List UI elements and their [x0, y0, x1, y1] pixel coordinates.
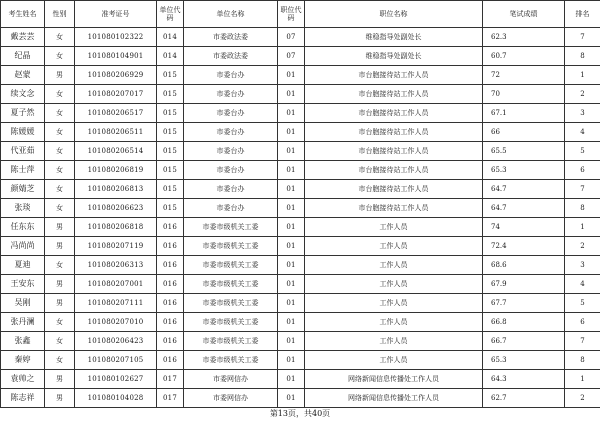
cell-position-name: 维稳指导处副处长	[305, 47, 483, 66]
cell-position-code: 01	[278, 275, 305, 294]
cell-unit-code: 015	[157, 142, 184, 161]
cell-position-code: 01	[278, 180, 305, 199]
cell-position-name: 工作人员	[305, 351, 483, 370]
table-row	[1, 351, 600, 370]
cell-unit-code: 015	[157, 199, 184, 218]
cell-position-name: 市台胞接待站工作人员	[305, 142, 483, 161]
cell-gender: 女	[45, 123, 75, 142]
cell-position-code: 01	[278, 313, 305, 332]
cell-unit-code: 016	[157, 294, 184, 313]
table-row	[1, 313, 600, 332]
cell-name: 任东东	[1, 218, 45, 237]
cell-position-name: 工作人员	[305, 256, 483, 275]
cell-rank: 3	[565, 104, 600, 123]
cell-name: 纪晶	[1, 47, 45, 66]
cell-position-code: 01	[278, 332, 305, 351]
cell-exam-id: 101080207105	[75, 351, 157, 370]
cell-gender: 女	[45, 351, 75, 370]
table-row	[1, 256, 600, 275]
cell-unit-code: 016	[157, 237, 184, 256]
cell-position-code: 01	[278, 351, 305, 370]
cell-name: 夏迪	[1, 256, 45, 275]
cell-name: 张丹澜	[1, 313, 45, 332]
cell-rank: 3	[565, 256, 600, 275]
cell-score: 72.4	[483, 237, 565, 256]
cell-exam-id: 101080206313	[75, 256, 157, 275]
cell-unit-name: 市委市级机关工委	[184, 332, 278, 351]
cell-unit-code: 016	[157, 218, 184, 237]
cell-unit-name: 市委市级机关工委	[184, 294, 278, 313]
cell-name: 颜婧芝	[1, 180, 45, 199]
cell-unit-name: 市委台办	[184, 199, 278, 218]
cell-rank: 5	[565, 294, 600, 313]
table-row	[1, 332, 600, 351]
cell-unit-name: 市委市级机关工委	[184, 218, 278, 237]
cell-position-name: 工作人员	[305, 332, 483, 351]
table-row	[1, 237, 600, 256]
header-unit-name: 单位名称	[184, 1, 278, 28]
cell-unit-code: 016	[157, 313, 184, 332]
cell-exam-id: 101080206813	[75, 180, 157, 199]
cell-gender: 女	[45, 142, 75, 161]
cell-position-code: 01	[278, 142, 305, 161]
header-position-code: 职位代码	[278, 1, 305, 28]
cell-rank: 1	[565, 370, 600, 389]
cell-unit-code: 015	[157, 180, 184, 199]
table-row	[1, 275, 600, 294]
cell-gender: 女	[45, 180, 75, 199]
table-row	[1, 123, 600, 142]
cell-exam-id: 101080207111	[75, 294, 157, 313]
cell-unit-name: 市委政法委	[184, 28, 278, 47]
cell-unit-code: 015	[157, 66, 184, 85]
cell-position-code: 01	[278, 123, 305, 142]
cell-position-name: 市台胞接待站工作人员	[305, 180, 483, 199]
cell-gender: 男	[45, 370, 75, 389]
cell-position-name: 工作人员	[305, 237, 483, 256]
table-row	[1, 85, 600, 104]
cell-position-name: 网络新闻信息传播处工作人员	[305, 370, 483, 389]
header-gender: 性别	[45, 1, 75, 28]
cell-gender: 女	[45, 256, 75, 275]
cell-unit-name: 市委市级机关工委	[184, 256, 278, 275]
cell-unit-name: 市委市级机关工委	[184, 275, 278, 294]
cell-rank: 7	[565, 332, 600, 351]
header-exam-id: 准考证号	[75, 1, 157, 28]
cell-name: 张鑫	[1, 332, 45, 351]
cell-position-name: 工作人员	[305, 313, 483, 332]
table-row	[1, 294, 600, 313]
cell-position-name: 工作人员	[305, 294, 483, 313]
cell-score: 67.1	[483, 104, 565, 123]
cell-position-name: 工作人员	[305, 275, 483, 294]
cell-unit-code: 015	[157, 85, 184, 104]
cell-exam-id: 101080206623	[75, 199, 157, 218]
cell-exam-id: 101080206819	[75, 161, 157, 180]
cell-exam-id: 101080104028	[75, 389, 157, 408]
cell-unit-code: 016	[157, 256, 184, 275]
cell-gender: 男	[45, 389, 75, 408]
cell-position-name: 工作人员	[305, 218, 483, 237]
cell-exam-id: 101080206511	[75, 123, 157, 142]
table-row	[1, 47, 600, 66]
header-row	[1, 1, 600, 28]
cell-score: 67.9	[483, 275, 565, 294]
cell-position-name: 维稳指导处副处长	[305, 28, 483, 47]
cell-position-code: 07	[278, 47, 305, 66]
cell-unit-name: 市委市级机关工委	[184, 351, 278, 370]
cell-exam-id: 101080206423	[75, 332, 157, 351]
cell-position-code: 01	[278, 218, 305, 237]
table-row	[1, 218, 600, 237]
cell-unit-name: 市委台办	[184, 66, 278, 85]
cell-position-code: 01	[278, 161, 305, 180]
cell-score: 62.3	[483, 28, 565, 47]
cell-gender: 男	[45, 294, 75, 313]
cell-rank: 7	[565, 180, 600, 199]
cell-gender: 女	[45, 47, 75, 66]
cell-gender: 女	[45, 199, 75, 218]
cell-position-code: 01	[278, 85, 305, 104]
cell-unit-code: 017	[157, 389, 184, 408]
cell-name: 赵蒙	[1, 66, 45, 85]
cell-score: 66.8	[483, 313, 565, 332]
cell-gender: 男	[45, 218, 75, 237]
cell-score: 66.7	[483, 332, 565, 351]
table-row	[1, 199, 600, 218]
cell-position-code: 01	[278, 199, 305, 218]
cell-rank: 1	[565, 66, 600, 85]
cell-score: 65.5	[483, 142, 565, 161]
page-number: 第13页，共40页	[269, 409, 331, 418]
cell-unit-code: 015	[157, 104, 184, 123]
cell-unit-code: 017	[157, 370, 184, 389]
table-row	[1, 180, 600, 199]
cell-rank: 6	[565, 313, 600, 332]
cell-gender: 女	[45, 28, 75, 47]
cell-gender: 男	[45, 237, 75, 256]
cell-rank: 8	[565, 47, 600, 66]
cell-rank: 1	[565, 218, 600, 237]
cell-exam-id: 101080206818	[75, 218, 157, 237]
cell-position-name: 市台胞接待站工作人员	[305, 85, 483, 104]
cell-position-code: 01	[278, 370, 305, 389]
table-row	[1, 104, 600, 123]
cell-name: 王安东	[1, 275, 45, 294]
cell-score: 74	[483, 218, 565, 237]
cell-position-code: 01	[278, 389, 305, 408]
cell-gender: 女	[45, 332, 75, 351]
header-name: 考生姓名	[1, 1, 45, 28]
cell-unit-name: 市委台办	[184, 142, 278, 161]
cell-unit-name: 市委市级机关工委	[184, 313, 278, 332]
cell-gender: 男	[45, 275, 75, 294]
cell-score: 70	[483, 85, 565, 104]
cell-unit-code: 014	[157, 47, 184, 66]
cell-score: 65.3	[483, 351, 565, 370]
cell-rank: 2	[565, 389, 600, 408]
cell-gender: 女	[45, 85, 75, 104]
cell-rank: 8	[565, 199, 600, 218]
cell-unit-name: 市委市级机关工委	[184, 237, 278, 256]
cell-position-code: 01	[278, 294, 305, 313]
cell-rank: 6	[565, 161, 600, 180]
cell-exam-id: 101080207001	[75, 275, 157, 294]
cell-position-code: 01	[278, 237, 305, 256]
header-position-name: 职位名称	[305, 1, 483, 28]
cell-score: 65.3	[483, 161, 565, 180]
cell-rank: 8	[565, 351, 600, 370]
cell-score: 72	[483, 66, 565, 85]
cell-rank: 2	[565, 237, 600, 256]
cell-name: 陈媛媛	[1, 123, 45, 142]
cell-rank: 5	[565, 142, 600, 161]
cell-exam-id: 101080102627	[75, 370, 157, 389]
cell-exam-id: 101080207010	[75, 313, 157, 332]
table-row	[1, 28, 600, 47]
cell-unit-code: 015	[157, 123, 184, 142]
table-row	[1, 142, 600, 161]
cell-position-name: 市台胞接待站工作人员	[305, 66, 483, 85]
cell-rank: 2	[565, 85, 600, 104]
cell-name: 冯尚尚	[1, 237, 45, 256]
cell-score: 67.7	[483, 294, 565, 313]
cell-name: 戴芸芸	[1, 28, 45, 47]
header-unit-code: 单位代码	[157, 1, 184, 28]
cell-gender: 女	[45, 104, 75, 123]
cell-unit-code: 016	[157, 351, 184, 370]
cell-position-name: 市台胞接待站工作人员	[305, 104, 483, 123]
cell-unit-name: 市委网信办	[184, 370, 278, 389]
table-row	[1, 389, 600, 408]
cell-position-name: 市台胞接待站工作人员	[305, 123, 483, 142]
cell-unit-name: 市委台办	[184, 161, 278, 180]
header-score: 笔试成绩	[483, 1, 565, 28]
cell-exam-id: 101080207119	[75, 237, 157, 256]
cell-unit-code: 014	[157, 28, 184, 47]
cell-unit-code: 016	[157, 275, 184, 294]
table-row	[1, 66, 600, 85]
cell-name: 陈士萍	[1, 161, 45, 180]
cell-score: 66	[483, 123, 565, 142]
cell-name: 陈志祥	[1, 389, 45, 408]
cell-score: 64.7	[483, 180, 565, 199]
cell-exam-id: 101080206514	[75, 142, 157, 161]
cell-position-code: 07	[278, 28, 305, 47]
cell-unit-name: 市委台办	[184, 123, 278, 142]
header-rank: 排名	[565, 1, 600, 28]
cell-exam-id: 101080206929	[75, 66, 157, 85]
cell-name: 续文念	[1, 85, 45, 104]
cell-score: 62.7	[483, 389, 565, 408]
cell-unit-code: 015	[157, 161, 184, 180]
cell-position-name: 市台胞接待站工作人员	[305, 199, 483, 218]
cell-unit-code: 016	[157, 332, 184, 351]
cell-position-name: 市台胞接待站工作人员	[305, 161, 483, 180]
cell-rank: 4	[565, 275, 600, 294]
cell-exam-id: 101080207017	[75, 85, 157, 104]
cell-score: 68.6	[483, 256, 565, 275]
cell-exam-id: 101080104901	[75, 47, 157, 66]
cell-gender: 男	[45, 66, 75, 85]
cell-name: 袁帅之	[1, 370, 45, 389]
cell-position-code: 01	[278, 104, 305, 123]
cell-score: 64.3	[483, 370, 565, 389]
cell-name: 代亚茹	[1, 142, 45, 161]
cell-name: 吴刚	[1, 294, 45, 313]
cell-position-code: 01	[278, 256, 305, 275]
cell-unit-name: 市委台办	[184, 180, 278, 199]
cell-position-name: 网络新闻信息传播处工作人员	[305, 389, 483, 408]
cell-position-code: 01	[278, 66, 305, 85]
cell-name: 夏子然	[1, 104, 45, 123]
cell-score: 60.7	[483, 47, 565, 66]
cell-unit-name: 市委政法委	[184, 47, 278, 66]
cell-exam-id: 101080206517	[75, 104, 157, 123]
page-footer	[0, 409, 600, 419]
table-row	[1, 370, 600, 389]
cell-unit-name: 市委台办	[184, 104, 278, 123]
cell-gender: 女	[45, 161, 75, 180]
cell-unit-name: 市委网信办	[184, 389, 278, 408]
cell-unit-name: 市委台办	[184, 85, 278, 104]
cell-exam-id: 101080102322	[75, 28, 157, 47]
cell-name: 张琰	[1, 199, 45, 218]
cell-gender: 女	[45, 313, 75, 332]
cell-rank: 4	[565, 123, 600, 142]
table-row	[1, 161, 600, 180]
cell-score: 64.7	[483, 199, 565, 218]
cell-rank: 7	[565, 28, 600, 47]
cell-name: 秦婷	[1, 351, 45, 370]
